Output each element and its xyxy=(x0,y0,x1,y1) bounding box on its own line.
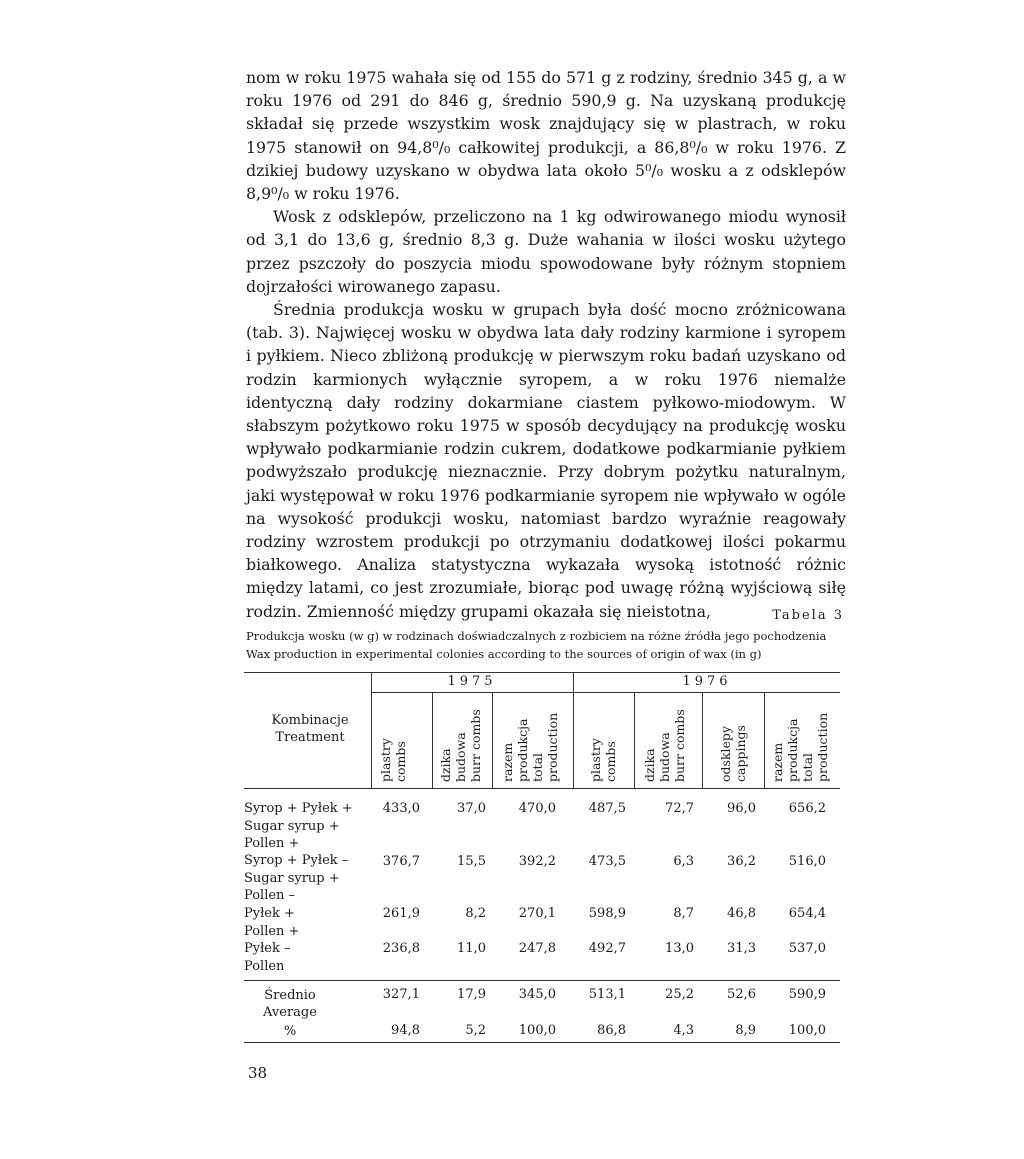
table-cell: 6,3 xyxy=(673,854,694,869)
table-cell: 537,0 xyxy=(788,941,826,956)
year-rule xyxy=(371,692,840,693)
table-cell: 11,0 xyxy=(457,941,486,956)
row-label-3 xyxy=(244,905,299,940)
table-cell: 392,2 xyxy=(518,854,556,869)
table-cell: 270,1 xyxy=(518,906,556,921)
table-cell: 96,0 xyxy=(727,801,756,816)
row-label-line: Pollen xyxy=(244,958,285,974)
table-top-rule xyxy=(244,672,840,673)
table-cell: 37,0 xyxy=(457,801,486,816)
row-label-line: Syrop + Pyłek – xyxy=(244,853,349,868)
summary-cell: 513,1 xyxy=(588,987,626,1002)
table-cell: 473,5 xyxy=(588,854,626,869)
col-1975-total xyxy=(500,700,560,782)
summary-cell: 94,8 xyxy=(391,1023,420,1038)
col-text: produkcja xyxy=(515,718,530,782)
col-1976-cappings xyxy=(718,700,748,782)
col-text: total xyxy=(800,752,815,782)
year-divider xyxy=(573,672,574,788)
row-label-line: Pollen + xyxy=(244,923,300,939)
row-label-1 xyxy=(244,800,353,853)
table-label: Tabela 3 xyxy=(772,608,844,623)
col-1976-burr xyxy=(642,700,687,782)
summary-cell: 590,9 xyxy=(788,987,826,1002)
paragraph-1: nom w roku 1975 wahała się od 155 do 571 g z rodziny, średnio 345 g, a w roku 1976 od 291 do 846 g, średnio 590,9 g. Na uzyskaną produkcję składał się przede wszystkim wosk znajdujący się w plastrach, w roku 1975 stanowił on 94,8⁰/₀ całkowitej produkcji, a 86,8⁰/₀ w roku 1976. Z dzikiej budowy uzyskano w obydwa lata około 5⁰/₀ wosku a z odsklepów 8,9⁰/₀ w roku 1976. xyxy=(246,68,846,204)
table-cell: 247,8 xyxy=(518,941,556,956)
summary-cell: 100,0 xyxy=(788,1023,826,1038)
col-text: plastry xyxy=(588,738,603,782)
summary-cell: 5,2 xyxy=(465,1023,486,1038)
summary-cell: 4,3 xyxy=(673,1023,694,1038)
row-label-line: Sugar syrup + xyxy=(244,818,340,834)
stub-divider xyxy=(371,672,372,788)
page-number: 38 xyxy=(248,1064,268,1082)
col-1976-total xyxy=(770,700,830,782)
table-cell: 72,7 xyxy=(665,801,694,816)
table-cell: 31,3 xyxy=(727,941,756,956)
col-text: combs xyxy=(603,741,618,782)
table-cell: 487,5 xyxy=(588,801,626,816)
summary-label-average: Average xyxy=(263,1005,317,1020)
table-cell: 433,0 xyxy=(382,801,420,816)
table-caption-en: Wax production in experimental colonies according to the sources of origin of wax (in g) xyxy=(246,647,762,661)
year-1976: 1976 xyxy=(682,674,732,689)
col-text: plastry xyxy=(378,738,393,782)
summary-cell: 8,9 xyxy=(735,1023,756,1038)
row-label-4 xyxy=(244,940,291,975)
paragraph-2: Wosk z odsklepów, przeliczono na 1 kg odwirowanego miodu wynosił od 3,1 do 13,6 g, średnio 8,3 g. Duże wahania w ilości wosku użytego przez pszczoły do poszycia miodu spowodowane były różnym stopniem dojrzałości wirowanego zapasu. xyxy=(246,207,846,296)
table-cell: 46,8 xyxy=(727,906,756,921)
table-cell: 598,9 xyxy=(588,906,626,921)
summary-label-percent: % xyxy=(283,1024,297,1039)
table-cell: 15,5 xyxy=(457,854,486,869)
col-text: combs xyxy=(393,741,408,782)
col-divider xyxy=(764,692,765,788)
table-bottom-rule xyxy=(244,1042,840,1043)
table-cell: 516,0 xyxy=(788,854,826,869)
summary-cell: 25,2 xyxy=(665,987,694,1002)
summary-cell: 52,6 xyxy=(727,987,756,1002)
summary-label-mean: Średnio xyxy=(264,988,316,1003)
col-divider xyxy=(702,692,703,788)
row-label-2 xyxy=(244,852,348,905)
col-text: production xyxy=(815,712,830,782)
col-text: odsklepy xyxy=(718,726,733,782)
table-caption-pl: Produkcja wosku (w g) w rodzinach doświadczalnych z rozbiciem na różne źródła jego pochodzenia xyxy=(246,629,827,643)
row-label-line: Pyłek – xyxy=(244,941,291,956)
table-cell: 261,9 xyxy=(382,906,420,921)
col-text: razem xyxy=(500,742,515,782)
paragraph-3: Średnia produkcja wosku w grupach była dość mocno zróżnicowana (tab. 3). Najwięcej wosku w obydwa lata dały rodziny karmione i syropem i pyłkiem. Nieco zbliżoną produkcję w pierwszym roku badań uzyskano od rodzin karmionych wyłącznie syropem, a w roku 1976 niemalże identyczną dały rodziny dokarmiane ciastem pyłkowo-miodowym. W słabszym pożytkowo roku 1975 w sposób decydujący na produkcję wosku wpływało podkarmianie rodzin cukrem, dodatkowe podkarmianie pyłkiem podwyższało produkcję nieznacznie. Przy dobrym pożytku naturalnym, jaki występował w roku 1976 podkarmianie syropem nie wpływało w ogóle na wysokość produkcji wosku, natomiast bardzo wyraźnie reagowały rodziny wzrostem produkcji po otrzymaniu dodatkowej ilości pokarmu białkowego. Analiza statystyczna wykazała wysoką istotność różnic między latami, co jest zrozumiałe, biorąc pod uwagę różną wyjściową siłę rodzin. Zmienność między grupami okazała się nieistotna, xyxy=(246,300,846,621)
body-text xyxy=(246,66,846,623)
year-1975: 1975 xyxy=(447,674,497,689)
table-cell: 376,7 xyxy=(382,854,420,869)
table-cell: 470,0 xyxy=(518,801,556,816)
col-1975-combs xyxy=(378,712,408,782)
col-text: production xyxy=(545,712,560,782)
stub-header xyxy=(262,712,358,746)
row-label-line: Syrop + Pyłek + xyxy=(244,801,353,816)
col-text: razem xyxy=(770,742,785,782)
col-divider xyxy=(432,692,433,788)
table-cell: 656,2 xyxy=(788,801,826,816)
summary-cell: 86,8 xyxy=(597,1023,626,1038)
col-text: burr combs xyxy=(672,709,687,782)
table-cell: 13,0 xyxy=(665,941,694,956)
table-cell: 8,2 xyxy=(465,906,486,921)
col-1976-combs xyxy=(588,712,618,782)
summary-cell: 327,1 xyxy=(382,987,420,1002)
stub-header-pl: Kombinacje xyxy=(271,713,349,728)
stub-header-en: Treatment xyxy=(275,730,345,745)
col-text: total xyxy=(530,752,545,782)
table-cell: 492,7 xyxy=(588,941,626,956)
col-text: burr combs xyxy=(468,709,483,782)
summary-cell: 345,0 xyxy=(518,987,556,1002)
table-cell: 36,2 xyxy=(727,854,756,869)
table-cell: 8,7 xyxy=(673,906,694,921)
col-text: dzika xyxy=(642,748,657,782)
row-label-line: Pollen + xyxy=(244,836,300,851)
col-divider xyxy=(634,692,635,788)
table-cell: 654,4 xyxy=(788,906,826,921)
summary-cell: 100,0 xyxy=(518,1023,556,1038)
col-text: produkcja xyxy=(785,718,800,782)
col-text: cappings xyxy=(733,725,748,782)
col-divider xyxy=(492,692,493,788)
row-label-line: Sugar syrup + xyxy=(244,870,340,886)
summary-cell: 17,9 xyxy=(457,987,486,1002)
table-cell: 236,8 xyxy=(382,941,420,956)
col-1975-burr xyxy=(438,700,483,782)
row-label-line: Pyłek + xyxy=(244,906,295,921)
summary-rule xyxy=(244,980,840,981)
col-text: dzika xyxy=(438,748,453,782)
row-label-line: Pollen – xyxy=(244,888,296,903)
col-text: budowa xyxy=(453,732,468,782)
header-bottom-rule xyxy=(244,788,840,789)
col-text: budowa xyxy=(657,732,672,782)
